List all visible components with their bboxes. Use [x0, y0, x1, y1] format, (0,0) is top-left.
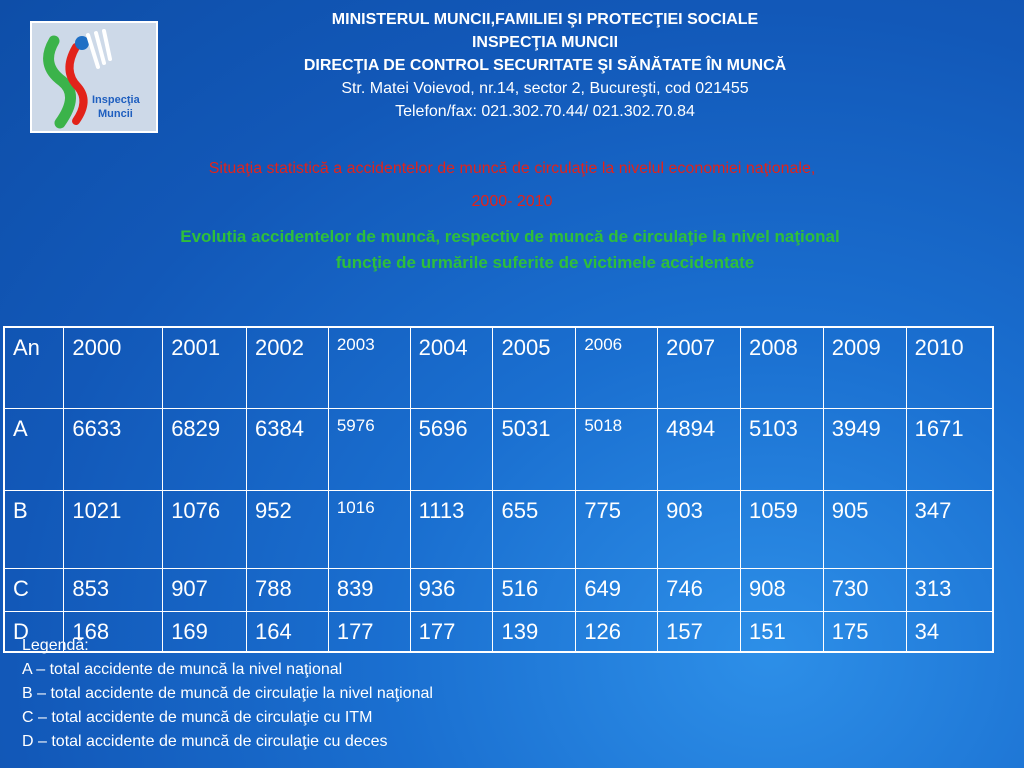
inspectia-muncii-logo — [30, 21, 158, 133]
table-cell: 2000 — [64, 327, 163, 408]
table-cell: 936 — [410, 568, 493, 611]
table-cell: An — [4, 327, 64, 408]
table-row-a — [4, 408, 993, 490]
table-cell: 730 — [823, 568, 906, 611]
subtitle-line-1: Situaţia statistică a accidentelor de muncă de circulaţie la nivelul economiei naţionale, — [208, 160, 816, 177]
logo-text-inspectia: Inspecţia — [92, 94, 140, 106]
table-cell: 908 — [740, 568, 823, 611]
table-cell: B — [4, 490, 64, 568]
table-cell: 649 — [576, 568, 658, 611]
table-cell: 2002 — [247, 327, 329, 408]
table-cell: 2005 — [493, 327, 576, 408]
legend-item-d: D – total accidente de muncă de circulaţie cu deces — [22, 733, 388, 750]
evolution-title-line-1: Evolutia accidentelor de muncă, respectiv de muncă de circulaţie la nivel naţional — [180, 227, 840, 246]
legend-title: Legendă: — [22, 637, 89, 654]
table-cell: 347 — [906, 490, 993, 568]
table-cell: 3949 — [823, 408, 906, 490]
table-cell: 839 — [328, 568, 410, 611]
header-ministry-name: MINISTERUL MUNCII,FAMILIEI ŞI PROTECŢIEI SOCIALE — [331, 11, 759, 28]
table-cell: 175 — [823, 611, 906, 652]
table-cell: 1021 — [64, 490, 163, 568]
table-cell: 907 — [163, 568, 247, 611]
table-cell: 6633 — [64, 408, 163, 490]
table-cell: 177 — [410, 611, 493, 652]
table-cell: 157 — [658, 611, 741, 652]
table-cell: 853 — [64, 568, 163, 611]
table-cell: 2008 — [740, 327, 823, 408]
header-directorate-name: DIRECŢIA DE CONTROL SECURITATE ŞI SĂNĂTATE ÎN MUNCĂ — [303, 57, 787, 74]
table-cell: 2009 — [823, 327, 906, 408]
logo-graphic — [32, 23, 156, 131]
evolution-title — [40, 224, 980, 276]
table-cell: 6829 — [163, 408, 247, 490]
table-cell: 1016 — [328, 490, 410, 568]
accidents-table — [3, 326, 994, 653]
ministry-header — [200, 8, 890, 123]
legend-item-a: A – total accidente de muncă la nivel naţional — [22, 661, 343, 678]
table-row-c — [4, 568, 993, 611]
table-cell: 1076 — [163, 490, 247, 568]
table-row-b — [4, 490, 993, 568]
table-cell: 788 — [247, 568, 329, 611]
table-cell: 5976 — [328, 408, 410, 490]
legend-item-c: C – total accidente de muncă de circulaţie cu ITM — [22, 709, 373, 726]
subtitle-years: 2000- 2010 — [471, 193, 553, 210]
table-cell: 1671 — [906, 408, 993, 490]
table-cell: 775 — [576, 490, 658, 568]
table-cell: D — [4, 611, 64, 652]
table-cell: 313 — [906, 568, 993, 611]
table-cell: 2004 — [410, 327, 493, 408]
table-cell: 5103 — [740, 408, 823, 490]
table-header-row — [4, 327, 993, 408]
header-address: Str. Matei Voievod, nr.14, sector 2, Bucureşti, cod 021455 — [341, 80, 749, 97]
legend-item-b: B – total accidente de muncă de circulaţie la nivel naţional — [22, 685, 433, 702]
table-cell: 126 — [576, 611, 658, 652]
table-cell: 6384 — [247, 408, 329, 490]
table-cell: A — [4, 408, 64, 490]
table-cell: 5696 — [410, 408, 493, 490]
table-cell: 2007 — [658, 327, 741, 408]
table-cell: 2010 — [906, 327, 993, 408]
table-cell: C — [4, 568, 64, 611]
table-cell: 5018 — [576, 408, 658, 490]
table-cell: 139 — [493, 611, 576, 652]
table-cell: 169 — [163, 611, 247, 652]
logo-text-muncii: Muncii — [98, 108, 133, 120]
table-cell: 655 — [493, 490, 576, 568]
table-cell: 151 — [740, 611, 823, 652]
table-cell: 1059 — [740, 490, 823, 568]
table-cell: 168 — [64, 611, 163, 652]
table-cell: 2001 — [163, 327, 247, 408]
table-cell: 34 — [906, 611, 993, 652]
table-cell: 1113 — [410, 490, 493, 568]
table-cell: 746 — [658, 568, 741, 611]
table-cell: 177 — [328, 611, 410, 652]
table-cell: 5031 — [493, 408, 576, 490]
table-cell: 4894 — [658, 408, 741, 490]
header-inspection-name: INSPECŢIA MUNCII — [471, 34, 619, 51]
header-phone-fax: Telefon/fax: 021.302.70.44/ 021.302.70.84 — [395, 103, 695, 120]
legend — [22, 634, 582, 754]
table-cell: 952 — [247, 490, 329, 568]
evolution-title-line-2: funcţie de urmările suferite de victimele accidentate — [335, 253, 755, 272]
table-cell: 2003 — [328, 327, 410, 408]
table-cell: 164 — [247, 611, 329, 652]
table-cell: 2006 — [576, 327, 658, 408]
table-cell: 903 — [658, 490, 741, 568]
table-cell: 516 — [493, 568, 576, 611]
table-cell: 905 — [823, 490, 906, 568]
